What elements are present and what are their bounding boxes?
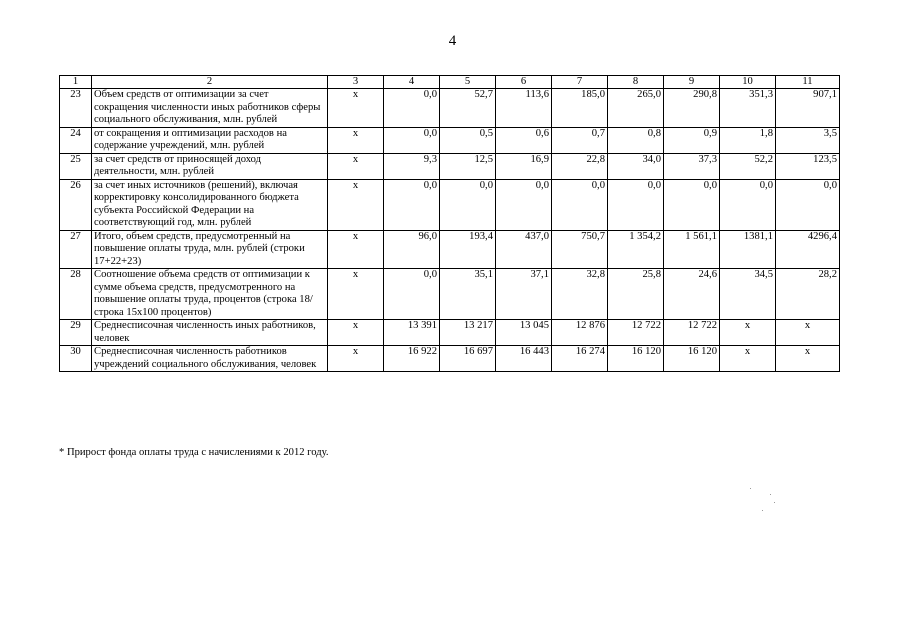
column-header-2: 2	[92, 76, 328, 89]
row-description: за счет средств от приносящей доход деятельности, млн. рублей	[92, 153, 328, 179]
row-value-col4: 16 922	[384, 346, 440, 372]
row-value-col11: 4296,4	[776, 230, 840, 269]
row-value-col7: 16 274	[552, 346, 608, 372]
row-value-col8: 25,8	[608, 269, 664, 320]
row-value-col9: 16 120	[664, 346, 720, 372]
row-number: 30	[60, 346, 92, 372]
column-header-7: 7	[552, 76, 608, 89]
row-value-col4: 0,0	[384, 179, 440, 230]
row-col3: x	[328, 230, 384, 269]
row-value-col11: 28,2	[776, 269, 840, 320]
header-row	[60, 76, 840, 89]
row-number: 28	[60, 269, 92, 320]
table-row	[60, 269, 840, 320]
row-value-col9: 37,3	[664, 153, 720, 179]
row-number: 25	[60, 153, 92, 179]
row-value-col10: x	[720, 320, 776, 346]
row-value-col7: 185,0	[552, 89, 608, 128]
row-value-col8: 0,0	[608, 179, 664, 230]
row-value-col11: 3,5	[776, 127, 840, 153]
row-number: 29	[60, 320, 92, 346]
row-value-col9: 0,0	[664, 179, 720, 230]
row-col3: x	[328, 320, 384, 346]
row-value-col11: 907,1	[776, 89, 840, 128]
row-value-col4: 0,0	[384, 269, 440, 320]
row-number: 26	[60, 179, 92, 230]
row-value-col5: 16 697	[440, 346, 496, 372]
row-value-col6: 113,6	[496, 89, 552, 128]
table-row	[60, 127, 840, 153]
row-value-col6: 0,6	[496, 127, 552, 153]
column-header-4: 4	[384, 76, 440, 89]
row-description: Объем средств от оптимизации за счет сокращения численности иных работников сферы социального обслуживания, млн. рублей	[92, 89, 328, 128]
row-number: 27	[60, 230, 92, 269]
row-value-col4: 0,0	[384, 127, 440, 153]
row-value-col10: 34,5	[720, 269, 776, 320]
row-value-col6: 16 443	[496, 346, 552, 372]
table-row	[60, 179, 840, 230]
row-value-col4: 13 391	[384, 320, 440, 346]
row-value-col6: 37,1	[496, 269, 552, 320]
row-value-col6: 16,9	[496, 153, 552, 179]
row-value-col4: 9,3	[384, 153, 440, 179]
row-description: от сокращения и оптимизации расходов на содержание учреждений, млн. рублей	[92, 127, 328, 153]
row-value-col10: 0,0	[720, 179, 776, 230]
row-value-col10: 1,8	[720, 127, 776, 153]
row-value-col6: 13 045	[496, 320, 552, 346]
row-value-col9: 290,8	[664, 89, 720, 128]
row-value-col7: 22,8	[552, 153, 608, 179]
row-value-col10: 1381,1	[720, 230, 776, 269]
row-value-col9: 12 722	[664, 320, 720, 346]
column-header-8: 8	[608, 76, 664, 89]
row-value-col7: 750,7	[552, 230, 608, 269]
row-value-col5: 0,5	[440, 127, 496, 153]
row-description: Итого, объем средств, предусмотренный на повышение оплаты труда, млн. рублей (строки 17+22+23)	[92, 230, 328, 269]
table-row	[60, 320, 840, 346]
report-table	[59, 75, 840, 372]
table-row	[60, 346, 840, 372]
row-value-col5: 0,0	[440, 179, 496, 230]
column-header-10: 10	[720, 76, 776, 89]
row-value-col10: 52,2	[720, 153, 776, 179]
row-value-col8: 1 354,2	[608, 230, 664, 269]
row-col3: x	[328, 269, 384, 320]
row-value-col5: 12,5	[440, 153, 496, 179]
row-value-col11: 0,0	[776, 179, 840, 230]
row-value-col11: x	[776, 320, 840, 346]
row-value-col5: 35,1	[440, 269, 496, 320]
row-description: за счет иных источников (решений), включая корректировку консолидированного бюджета субъекта Российской Федерации на соответствующий год, млн. рублей	[92, 179, 328, 230]
column-header-9: 9	[664, 76, 720, 89]
row-description: Соотношение объема средств от оптимизации к сумме объема средств, предусмотренного на повышение оплаты труда, процентов (строка 18/строка 15x100 процентов)	[92, 269, 328, 320]
row-col3: x	[328, 89, 384, 128]
row-value-col4: 0,0	[384, 89, 440, 128]
table-body	[60, 89, 840, 372]
row-number: 24	[60, 127, 92, 153]
row-value-col6: 0,0	[496, 179, 552, 230]
row-value-col8: 16 120	[608, 346, 664, 372]
row-value-col7: 12 876	[552, 320, 608, 346]
row-value-col7: 32,8	[552, 269, 608, 320]
row-value-col11: 123,5	[776, 153, 840, 179]
row-value-col7: 0,0	[552, 179, 608, 230]
column-header-11: 11	[776, 76, 840, 89]
row-value-col8: 0,8	[608, 127, 664, 153]
column-header-5: 5	[440, 76, 496, 89]
row-value-col9: 24,6	[664, 269, 720, 320]
row-description: Среднесписочная численность работников учреждений социального обслуживания, человек	[92, 346, 328, 372]
column-header-6: 6	[496, 76, 552, 89]
row-value-col10: x	[720, 346, 776, 372]
row-value-col5: 52,7	[440, 89, 496, 128]
table-row	[60, 230, 840, 269]
row-value-col8: 12 722	[608, 320, 664, 346]
row-description: Среднесписочная численность иных работников, человек	[92, 320, 328, 346]
row-value-col8: 265,0	[608, 89, 664, 128]
page-number: 4	[448, 33, 457, 49]
row-col3: x	[328, 346, 384, 372]
row-value-col7: 0,7	[552, 127, 608, 153]
row-col3: x	[328, 179, 384, 230]
row-value-col9: 0,9	[664, 127, 720, 153]
row-number: 23	[60, 89, 92, 128]
table-row	[60, 153, 840, 179]
row-value-col4: 96,0	[384, 230, 440, 269]
row-value-col10: 351,3	[720, 89, 776, 128]
row-value-col6: 437,0	[496, 230, 552, 269]
footnote: * Прирост фонда оплаты труда с начислениями к 2012 году.	[59, 447, 329, 458]
column-header-1: 1	[60, 76, 92, 89]
row-value-col5: 13 217	[440, 320, 496, 346]
row-value-col11: x	[776, 346, 840, 372]
table-row	[60, 89, 840, 128]
scan-noise	[740, 480, 790, 520]
row-value-col8: 34,0	[608, 153, 664, 179]
row-col3: x	[328, 127, 384, 153]
row-value-col5: 193,4	[440, 230, 496, 269]
row-value-col9: 1 561,1	[664, 230, 720, 269]
row-col3: x	[328, 153, 384, 179]
column-header-3: 3	[328, 76, 384, 89]
